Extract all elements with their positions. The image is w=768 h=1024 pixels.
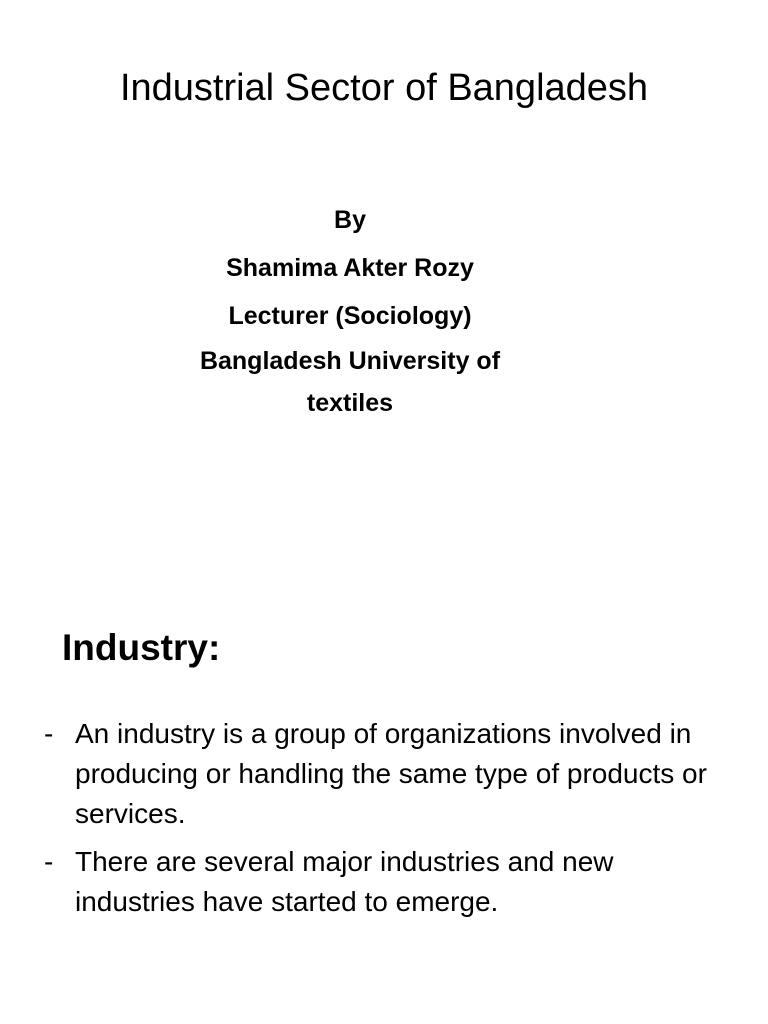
content-slide bbox=[0, 576, 768, 1024]
author-byline bbox=[150, 196, 550, 424]
bullet-list bbox=[44, 714, 724, 930]
author-name: Shamima Akter Rozy bbox=[226, 254, 474, 282]
section-heading: Industry: bbox=[62, 627, 221, 668]
author-position: Lecturer (Sociology) bbox=[228, 302, 472, 330]
bullet-marker: - bbox=[44, 718, 54, 749]
author-institution-line1: Bangladesh University of bbox=[199, 347, 501, 375]
bullet-text: There are several major industries and new industries have started to emerge. bbox=[75, 846, 614, 917]
bullet-text: An industry is a group of organizations involved in producing or handling the same type of products or services. bbox=[75, 718, 707, 829]
bullet-marker: - bbox=[44, 846, 54, 877]
slide-title: Industrial Sector of Bangladesh bbox=[119, 67, 649, 109]
bullet-item bbox=[44, 842, 724, 922]
author-institution-line2: textiles bbox=[306, 389, 394, 417]
bullet-item bbox=[44, 714, 724, 834]
byline-by: By bbox=[334, 206, 366, 234]
